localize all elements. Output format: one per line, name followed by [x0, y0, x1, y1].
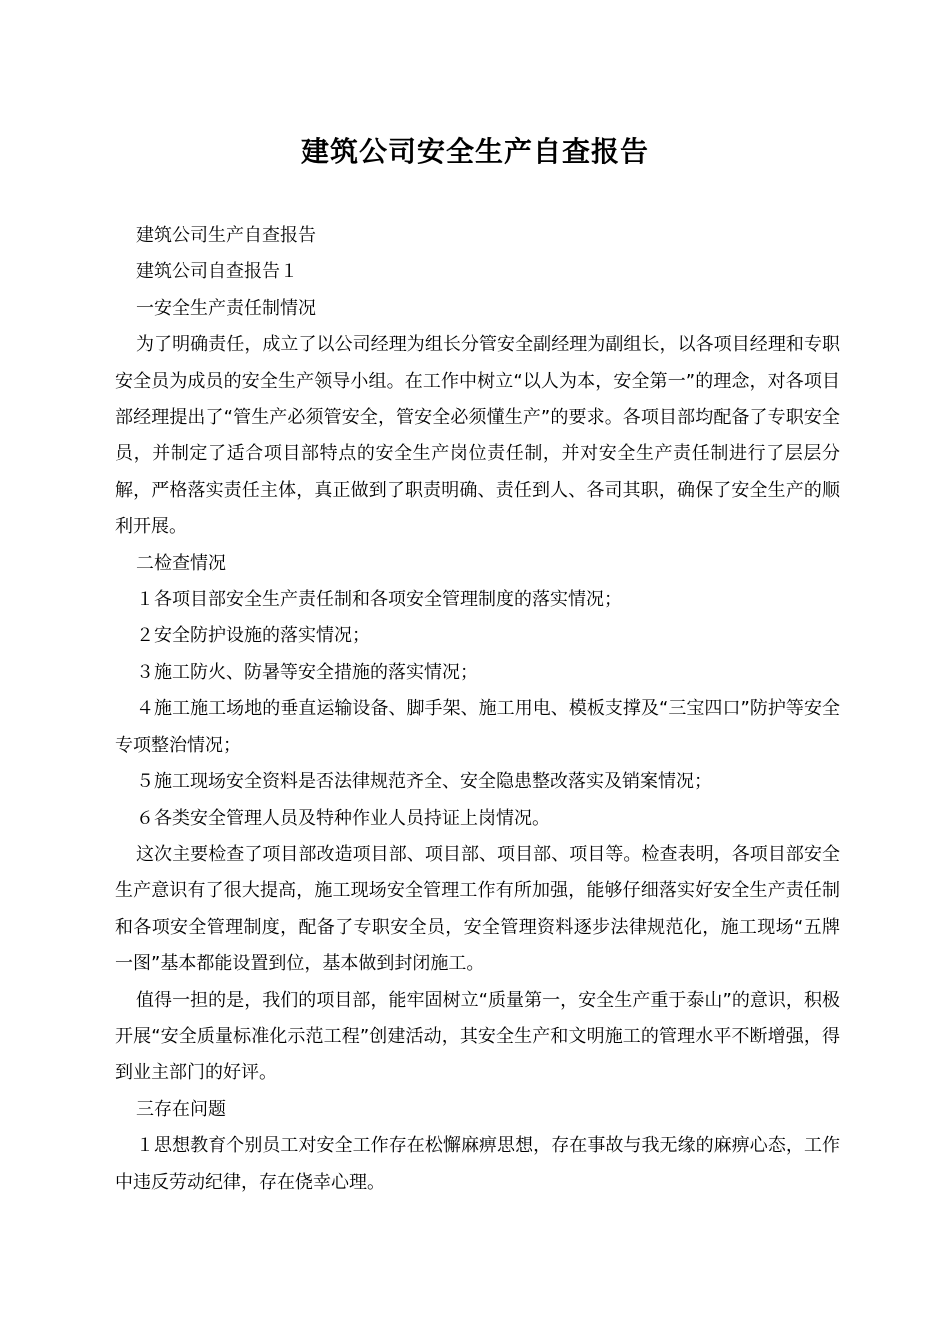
section-heading-inspection: 二检查情况: [136, 552, 226, 574]
inspection-item-2: ２安全防护设施的落实情况；: [136, 625, 370, 647]
inspection-item-4: ４施工施工场地的垂直运输设备、脚手架、施工用电、模板支撑及“三宝四口”防护等安全专项整治情况；: [115, 698, 840, 756]
inspection-summary-paragraph: 这次主要检查了项目部改造项目部、项目部、项目部、项目等。检查表明，各项目部安全生产意识有了很大提高，施工现场安全管理工作有所加强，能够仔细落实好安全生产责任制和各项安全管理制度，配备了专职安全员，安全管理资料逐步法律规范化，施工现场“五牌一图”基本都能设置到位，基本做到封闭施工。: [115, 843, 840, 975]
inspection-item-3: ３施工防火、防暑等安全措施的落实情况；: [136, 661, 478, 683]
problem-item-1: １思想教育个别员工对安全工作存在松懈麻痹思想，存在事故与我无缘的麻痹心态，工作中违反劳动纪律，存在侥幸心理。: [115, 1135, 840, 1193]
inspection-item-6: ６各类安全管理人员及特种作业人员持证上岗情况。: [136, 807, 550, 829]
section-heading-responsibility: 一安全生产责任制情况: [136, 297, 316, 319]
document-title: 建筑公司安全生产自查报告: [300, 135, 649, 168]
inspection-item-1: １各项目部安全生产责任制和各项安全管理制度的落实情况；: [136, 589, 622, 611]
section-heading-problems: 三存在问题: [136, 1098, 226, 1120]
report-number-paragraph: 建筑公司自查报告１: [136, 261, 298, 283]
highlight-paragraph: 值得一担的是，我们的项目部，能牢固树立“质量第一，安全生产重于泰山”的意识，积极开展“安全质量标准化示范工程”创建活动，其安全生产和文明施工的管理水平不断增强，得到业主部门的好评。: [115, 989, 840, 1084]
responsibility-paragraph: 为了明确责任，成立了以公司经理为组长分管安全副经理为副组长，以各项目经理和专职安全员为成员的安全生产领导小组。在工作中树立“以人为本，安全第一”的理念，对各项目部经理提出了“管生产必须管安全，管安全必须懂生产”的要求。各项目部均配备了专职安全员，并制定了适合项目部特点的安全生产岗位责任制，并对安全生产责任制进行了层层分解，严格落实责任主体，真正做到了职责明确、责任到人、各司其职，确保了安全生产的顺利开展。: [115, 334, 840, 538]
subtitle-paragraph: 建筑公司生产自查报告: [136, 225, 316, 246]
inspection-item-5: ５施工现场安全资料是否法律规范齐全、安全隐患整改落实及销案情况；: [136, 771, 712, 793]
document-body: [115, 218, 840, 1201]
